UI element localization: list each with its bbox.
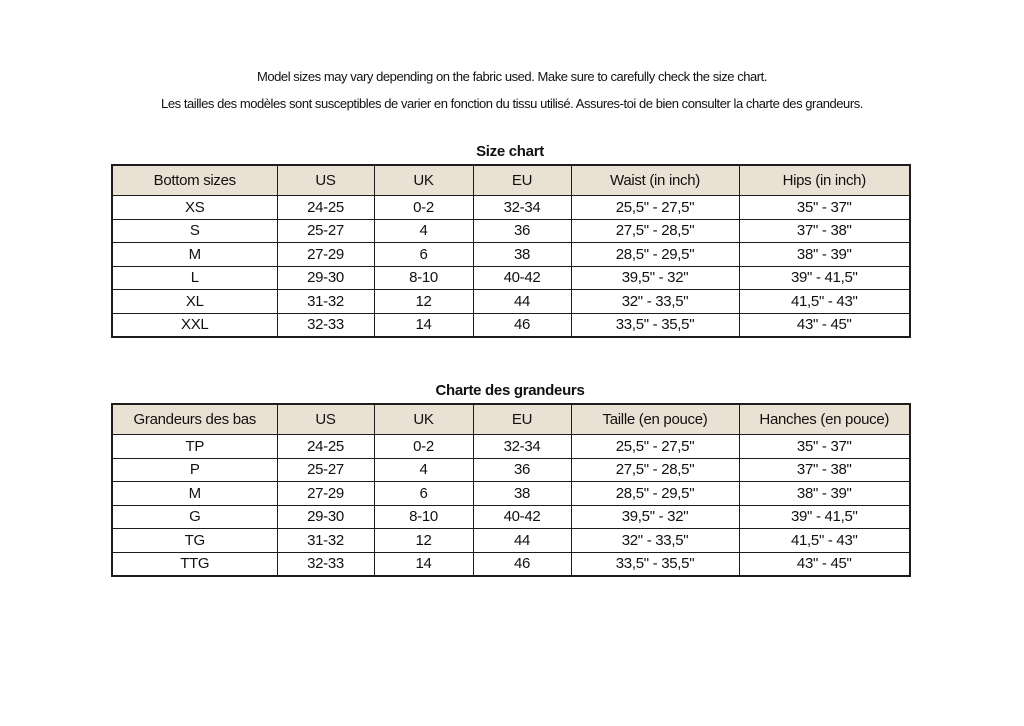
table-cell: 4: [374, 219, 473, 243]
table-cell: 33,5" - 35,5": [571, 552, 739, 576]
table-cell: 36: [473, 458, 571, 482]
table-cell: 40-42: [473, 505, 571, 529]
table-cell: 32" - 33,5": [571, 290, 739, 314]
intro-text-en: Model sizes may vary depending on the fabric used. Make sure to carefully check the size chart.: [256, 69, 768, 84]
table-row: [112, 435, 910, 459]
header-cell: Bottom sizes: [112, 165, 277, 196]
table-cell: 14: [374, 313, 473, 337]
header-row: [112, 165, 910, 196]
intro-text-fr: Les tailles des modèles sont susceptibles de varier en fonction du tissu utilisé. Assures-toi de bien consulter la charte des grandeurs.: [161, 96, 863, 111]
table-cell: 39" - 41,5": [739, 266, 910, 290]
table-cell: M: [112, 243, 277, 267]
table-cell: XL: [112, 290, 277, 314]
table-cell: 0-2: [374, 435, 473, 459]
header-cell: Waist (in inch): [571, 165, 739, 196]
table-cell: TTG: [112, 552, 277, 576]
table-row: [112, 313, 910, 337]
table-row: [112, 243, 910, 267]
table-cell: 25-27: [277, 219, 374, 243]
table-cell: 37" - 38": [739, 219, 910, 243]
size-chart-section-en: [111, 143, 909, 338]
table-cell: 28,5" - 29,5": [571, 243, 739, 267]
table-cell: 0-2: [374, 196, 473, 220]
table-cell: 35" - 37": [739, 196, 910, 220]
table-row: [112, 458, 910, 482]
table-cell: 32-34: [473, 435, 571, 459]
table-cell: 6: [374, 482, 473, 506]
table-cell: 40-42: [473, 266, 571, 290]
table-row: [112, 219, 910, 243]
table-cell: 14: [374, 552, 473, 576]
table-cell: 36: [473, 219, 571, 243]
table-cell: 27,5" - 28,5": [571, 458, 739, 482]
header-cell: Grandeurs des bas: [112, 404, 277, 435]
table-cell: 6: [374, 243, 473, 267]
table-cell: 32-33: [277, 313, 374, 337]
table-cell: 38" - 39": [739, 482, 910, 506]
table-cell: 32" - 33,5": [571, 529, 739, 553]
header-cell: UK: [374, 404, 473, 435]
table-cell: 25,5" - 27,5": [571, 196, 739, 220]
table-cell: TP: [112, 435, 277, 459]
table-row: [112, 505, 910, 529]
table-cell: 31-32: [277, 529, 374, 553]
size-chart-table-fr: [111, 403, 911, 577]
table-cell: XXL: [112, 313, 277, 337]
table-cell: 27-29: [277, 243, 374, 267]
table-cell: 8-10: [374, 505, 473, 529]
table-row: [112, 196, 910, 220]
table-cell: 8-10: [374, 266, 473, 290]
header-cell: EU: [473, 165, 571, 196]
header-cell: US: [277, 165, 374, 196]
table-cell: 28,5" - 29,5": [571, 482, 739, 506]
table-cell: XS: [112, 196, 277, 220]
table-cell: 29-30: [277, 266, 374, 290]
table-cell: 32-34: [473, 196, 571, 220]
table-cell: 31-32: [277, 290, 374, 314]
size-chart-title-fr: Charte des grandeurs: [435, 382, 585, 399]
table-cell: 46: [473, 552, 571, 576]
table-cell: 44: [473, 529, 571, 553]
table-cell: 29-30: [277, 505, 374, 529]
table-cell: 39,5" - 32": [571, 505, 739, 529]
table-cell: 41,5" - 43": [739, 529, 910, 553]
table-cell: 32-33: [277, 552, 374, 576]
header-cell: Hanches (en pouce): [739, 404, 910, 435]
table-cell: 12: [374, 290, 473, 314]
size-chart-title-en: Size chart: [476, 143, 544, 160]
table-cell: 38: [473, 243, 571, 267]
table-cell: 33,5" - 35,5": [571, 313, 739, 337]
table-cell: 25,5" - 27,5": [571, 435, 739, 459]
table-cell: M: [112, 482, 277, 506]
table-cell: 24-25: [277, 435, 374, 459]
table-cell: 46: [473, 313, 571, 337]
table-cell: 43" - 45": [739, 313, 910, 337]
table-cell: P: [112, 458, 277, 482]
table-cell: 35" - 37": [739, 435, 910, 459]
table-cell: 27-29: [277, 482, 374, 506]
table-cell: 24-25: [277, 196, 374, 220]
header-cell: Taille (en pouce): [571, 404, 739, 435]
table-cell: TG: [112, 529, 277, 553]
table-cell: 37" - 38": [739, 458, 910, 482]
size-chart-table-en: [111, 164, 911, 338]
header-cell: UK: [374, 165, 473, 196]
table-cell: 41,5" - 43": [739, 290, 910, 314]
table-row: [112, 290, 910, 314]
table-cell: 38: [473, 482, 571, 506]
table-row: [112, 552, 910, 576]
table-cell: 39" - 41,5": [739, 505, 910, 529]
header-cell: US: [277, 404, 374, 435]
table-row: [112, 482, 910, 506]
table-cell: 12: [374, 529, 473, 553]
table-cell: 44: [473, 290, 571, 314]
table-cell: L: [112, 266, 277, 290]
table-cell: 27,5" - 28,5": [571, 219, 739, 243]
header-cell: EU: [473, 404, 571, 435]
header-row: [112, 404, 910, 435]
table-cell: G: [112, 505, 277, 529]
table-cell: 39,5" - 32": [571, 266, 739, 290]
table-cell: 38" - 39": [739, 243, 910, 267]
table-row: [112, 529, 910, 553]
table-cell: 25-27: [277, 458, 374, 482]
table-cell: 4: [374, 458, 473, 482]
header-cell: Hips (in inch): [739, 165, 910, 196]
table-cell: S: [112, 219, 277, 243]
table-row: [112, 266, 910, 290]
table-cell: 43" - 45": [739, 552, 910, 576]
size-chart-section-fr: [111, 382, 909, 577]
